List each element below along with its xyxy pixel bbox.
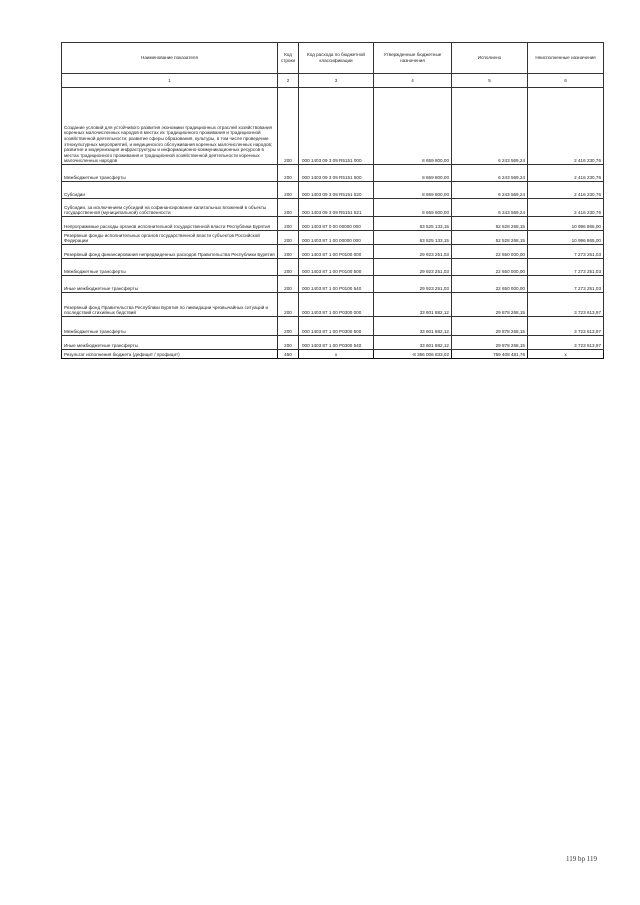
table-row [62,217,604,231]
total-unexecuted: х [528,350,604,359]
header-kbk: Код расхода по бюджетной классификации [299,43,374,74]
table-row [62,336,604,350]
row-name: Субсидии [62,182,278,199]
total-approved: -8 356 006 833,02 [374,350,452,359]
row-executed: 52 528 268,15 [452,217,528,231]
row-kbk: 000 1403 87 0 00 00000 000 [299,217,374,231]
row-executed: 29 878 268,15 [452,317,528,336]
row-unexecuted: 3 723 613,97 [528,336,604,350]
row-kbk: 000 1403 87 1 00 Р0300 540 [299,336,374,350]
row-approved: 8 659 800,00 [374,182,452,199]
row-executed: 22 650 000,00 [452,245,528,259]
header-name: Наименование показателя [62,43,278,74]
row-name: Межбюджетные трансферты [62,165,278,182]
header-unexecuted: Неисполненные назначения [528,43,604,74]
column-number: 5 [452,74,528,88]
row-unexecuted: 3 723 613,97 [528,317,604,336]
row-code: 200 [278,182,299,199]
row-kbk: 000 1403 09 3 09 R5151 000 [299,88,374,165]
page-number: 119 bp 119 [566,855,597,863]
row-unexecuted: 2 416 230,76 [528,88,604,165]
column-number: 6 [528,74,604,88]
row-approved: 29 923 251,03 [374,276,452,293]
total-name: Результат исполнения бюджета (дефицит / профицит) [62,350,278,359]
total-kbk: х [299,350,374,359]
row-unexecuted: 2 416 230,76 [528,199,604,217]
row-unexecuted: 10 996 865,00 [528,217,604,231]
row-executed: 52 528 268,15 [452,231,528,245]
total-executed: 759 408 481,76 [452,350,528,359]
row-name: Резервные фонды исполнительных органов государственной власти субъектов Российской Федерации [62,231,278,245]
row-code: 200 [278,276,299,293]
row-name: Иные межбюджетные трансферты [62,276,278,293]
row-executed: 29 878 268,15 [452,336,528,350]
column-number: 3 [299,74,374,88]
row-code: 200 [278,317,299,336]
row-kbk: 000 1403 09 3 09 R5151 500 [299,165,374,182]
header-code: Код строки [278,43,299,74]
row-unexecuted: 7 273 251,03 [528,276,604,293]
column-number: 2 [278,74,299,88]
row-kbk: 000 1403 87 1 00 Р0300 000 [299,293,374,317]
budget-execution-table [61,42,604,359]
table-row [62,259,604,276]
row-approved: 8 659 800,00 [374,88,452,165]
table-row [62,165,604,182]
table-row [62,317,604,336]
row-code: 200 [278,88,299,165]
row-approved: 29 923 251,03 [374,245,452,259]
row-unexecuted: 2 416 230,76 [528,182,604,199]
table-row [62,182,604,199]
row-name: Межбюджетные трансферты [62,317,278,336]
row-approved: 29 923 251,03 [374,259,452,276]
row-approved: 63 525 133,15 [374,217,452,231]
table-body [62,88,604,359]
column-number: 1 [62,74,278,88]
header-approved: Утвержденные бюджетные назначения [374,43,452,74]
table-row [62,88,604,165]
table-row [62,293,604,317]
header-executed: Исполнено [452,43,528,74]
row-name: Непрограммные расходы органов исполнительной государственной власти Республики Бурятия [62,217,278,231]
row-executed: 6 243 569,24 [452,165,528,182]
row-kbk: 000 1403 87 1 00 00000 000 [299,231,374,245]
row-executed: 6 243 569,24 [452,88,528,165]
row-executed: 29 878 268,15 [452,293,528,317]
row-unexecuted: 7 273 251,03 [528,259,604,276]
row-approved: 8 659 800,00 [374,165,452,182]
row-unexecuted: 3 723 613,97 [528,293,604,317]
table-row [62,276,604,293]
row-name: Межбюджетные трансферты [62,259,278,276]
budget-report-sheet [61,42,603,359]
row-approved: 33 601 882,12 [374,293,452,317]
row-executed: 22 650 000,00 [452,259,528,276]
total-code: 450 [278,350,299,359]
row-unexecuted: 2 416 230,76 [528,165,604,182]
row-code: 200 [278,245,299,259]
row-kbk: 000 1403 09 3 09 R5151 521 [299,199,374,217]
row-name: Резервный фонд финансирования непредвиденных расходов Правительства Республики Бурятия [62,245,278,259]
row-code: 200 [278,336,299,350]
table-header-row [62,43,604,74]
row-unexecuted: 10 996 865,00 [528,231,604,245]
column-number: 4 [374,74,452,88]
row-code: 200 [278,165,299,182]
row-unexecuted: 7 273 251,03 [528,245,604,259]
row-code: 200 [278,217,299,231]
row-name: Субсидии, за исключением субсидий на софинансирование капитальных вложений в объекты государственной (муниципальной) собственности [62,199,278,217]
column-numbers-row [62,74,604,88]
row-kbk: 000 1403 87 1 00 Р0100 500 [299,259,374,276]
row-name: Создание условий для устойчивого развития экономики традиционных отраслей хозяйствования коренных малочисленных народов в местах их традиционного проживания и традиционной хозяйственной деятельности; развитие сферы образования, культуры, в том числе проведение этнокультурных мероприятий, и медицинского обслуживания коренных малочисленных народов; развитие и модернизация инфраструктуры и информационно-коммуникационных ресурсов в местах традиционного проживания и традиционной хозяйственной деятельности коренных малочисленных народов [62,88,278,165]
row-approved: 8 659 800,00 [374,199,452,217]
row-executed: 22 650 000,00 [452,276,528,293]
row-kbk: 000 1403 87 1 00 Р0100 000 [299,245,374,259]
table-row [62,199,604,217]
row-approved: 33 601 882,12 [374,336,452,350]
row-code: 200 [278,199,299,217]
row-code: 200 [278,293,299,317]
row-approved: 63 525 133,15 [374,231,452,245]
row-code: 200 [278,259,299,276]
row-code: 200 [278,231,299,245]
table-row [62,245,604,259]
row-executed: 6 243 569,24 [452,182,528,199]
row-kbk: 000 1403 09 3 09 R5151 520 [299,182,374,199]
total-row [62,350,604,359]
row-name: Резервный фонд Правительства Республики Бурятия по ликвидации чрезвычайных ситуаций и последствий стихийных бедствий [62,293,278,317]
row-kbk: 000 1403 87 1 00 Р0100 540 [299,276,374,293]
table-row [62,231,604,245]
row-kbk: 000 1403 87 1 00 Р0300 500 [299,317,374,336]
row-name: Иные межбюджетные трансферты [62,336,278,350]
row-approved: 33 601 882,12 [374,317,452,336]
row-executed: 6 243 569,24 [452,199,528,217]
